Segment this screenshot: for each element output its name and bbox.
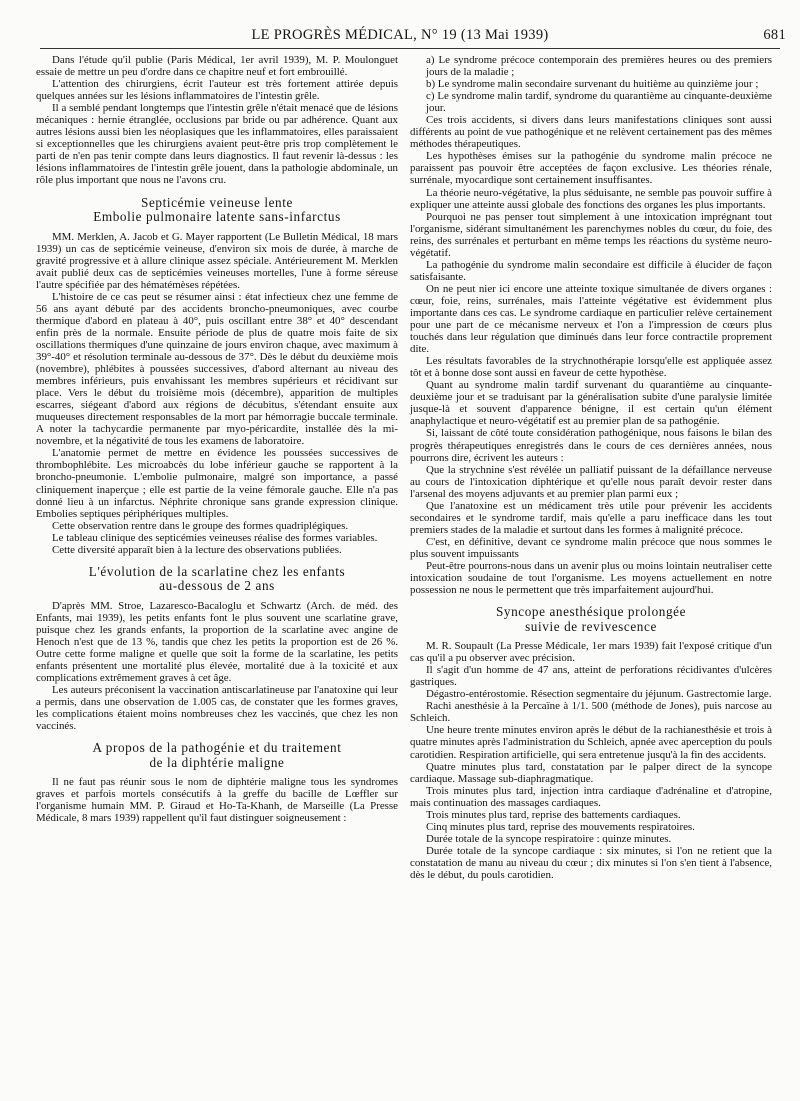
paragraph: Cinq minutes plus tard, reprise des mouvements respiratoires.	[426, 820, 695, 833]
paragraph: La théorie neuro-végétative, la plus séduisante, ne semble pas pouvoir suffire à expliquer une atteinte aussi globale des fonctions des organes les plus importants.	[410, 186, 772, 211]
paragraph: L'histoire de ce cas peut se résumer ainsi : état infectieux chez une femme de 56 ans ayant débuté par des accidents broncho-pneumoniques, avec courbe thermique d'abord en plateau à 40°, puis oscillant entre 38° et 40° descendant enfin près de la normale. Ensuite période de plus de quatre mois faite de six oscillations thermiques d'une quinzaine de jours environ chaque, avec maximum à 39°-40° et résolution terminale au-dessous de 37°. Dès le début du deuxième mois (novembre), phlébites à poussées successives, d'abord alternant au niveau des membres inférieurs, puis envahissant les membres supérieurs et récidivant sur place. Vers le début du troisième mois (décembre), apparition de multiples escarres, siégeant d'abord aux régions de décubitus, s'étendant ensuite aux muqueuses directement responsables de la mort par hémorragie buccale terminale. A noter la tachycardie permanente par myo-péricardite, installée dès la mi-novembre, et la négativité de tous les examens de laboratoire.	[36, 290, 398, 448]
list-item: c) Le syndrome malin tardif, syndrome du quarantième au cinquante-deuxième jour.	[426, 90, 772, 115]
running-head	[14, 22, 786, 44]
section-heading	[36, 565, 398, 594]
paragraph: Les résultats favorables de la strychnothérapie lorsqu'elle est appliquée assez tôt et à bonne dose sont aussi en faveur de cette hypothèse.	[410, 355, 772, 380]
section-heading	[36, 741, 398, 770]
paragraph: M. R. Soupault (La Presse Médicale, 1er mars 1939) fait l'exposé critique d'un cas qu'il a pu observer avec précision.	[410, 640, 772, 665]
paragraph: Il a semblé pendant longtemps que l'intestin grêle n'était menacé que de lésions mécaniques : hernie étranglée, occlusions par bride ou par adhérence. Quant aux autres lésions aussi bien les néoplasiques que les inflammatoires, elles paraissaient si exceptionnelles que les chirurgiens avaient peut-être pris trop complètement le parti de n'en pas tenir compte dans leurs diagnostics. Il faut revenir là-dessus : les lésions inflammatoires de l'intestin grêle jouent, dans la pathologie abdominale, un rôle plus important que nous ne l'avons cru.	[36, 102, 398, 187]
paragraph: Durée totale de la syncope respiratoire : quinze minutes.	[426, 832, 672, 845]
paragraph: Quant au syndrome malin tardif survenant du quarantième au cinquante-deuxième jour et se traduisant par la généralisation subite d'une paralysie limitée jusque-là et souvent d'apparence bénigne, il est certain qu'un élément anaphylactique et neuro-végétatif est au premier plan de sa pathogénie.	[410, 379, 772, 428]
paragraph: Le tableau clinique des septicémies veineuses réalise des formes variables.	[52, 531, 378, 544]
paragraph: Les auteurs préconisent la vaccination antiscarlatineuse par l'anatoxine qui leur a permis, dans une observation de 1.005 cas, de constater que les formes graves, les complications étaient moins nombreuses chez les vaccinés, que chez les non vaccinés.	[36, 684, 398, 733]
paragraph: Il ne faut pas réunir sous le nom de diphtérie maligne tous les syndromes graves et parfois mortels consécutifs à la greffe du bacille de Lœffler sur l'organisme humain MM. P. Giraud et Ho-Ta-Khanh, de Marseille (La Presse Médicale, 8 mars 1939) rappellent qu'il faut distinguer soigneusement :	[36, 776, 398, 825]
paragraph: Les hypothèses émises sur la pathogénie du syndrome malin précoce ne paraissent pas pouvoir être acceptées de façon exclusive. Les théories rénale, surrénale, myocardique sont certainement insuffisantes.	[410, 150, 772, 187]
paragraph: Durée totale de la syncope cardiaque : six minutes, si l'on ne retient que la constatation de manu au niveau du cœur ; dix minutes si l'on s'en tient à l'absence, dès le début, du pouls carotidien.	[410, 844, 772, 881]
section-title: Syncope anesthésique prolongée	[495, 604, 687, 620]
paragraph: Pourquoi ne pas penser tout simplement à une intoxication imprégnant tout l'organisme, sidérant simultanément les parenchymes nobles du cœur, du foie, des reins, des surrénales et perturbant en même temps les réactions du système neuro-végétatif.	[410, 210, 772, 259]
paragraph: Quatre minutes plus tard, constatation par le palper direct de la syncope cardiaque. Massage sub-diaphragmatique.	[410, 760, 772, 785]
right-column	[410, 54, 772, 881]
paragraph: Dégastro-entérostomie. Résection segmentaire du jéjunum. Gastrectomie large.	[426, 688, 772, 701]
paragraph: Trois minutes plus tard, reprise des battements cardiaques.	[426, 808, 681, 821]
section-subtitle: de la diphtérie maligne	[149, 754, 285, 770]
paragraph: D'après MM. Stroe, Lazaresco-Bacaloglu et Schwartz (Arch. de méd. des Enfants, mai 1939), les petits enfants font le plus souvent une scarlatine grave, puisque chez les grands enfants, la proportion de la scarlatine avec angine de Henoch n'est que de 13 %, tandis que chez les petits la proportion est de 26 %. Outre cette forme maligne et quelle que soit la forme de la scarlatine, les petits enfants présentent une mortalité plus élevée, mortalité due à la toxicité et aux complications extrêmement graves à cet âge.	[36, 599, 398, 685]
section-subtitle: au-dessous de 2 ans	[159, 578, 275, 594]
section-title: L'évolution de la scarlatine chez les enfants	[88, 563, 346, 579]
paragraph: Que l'anatoxine est un médicament très utile pour prévenir les accidents secondaires et le syndrome tardif, mais qu'elle a paru inefficace dans les tout premiers stades de la maladie et surtout dans les formes à malignité précoce.	[410, 499, 772, 536]
list-item: a) Le syndrome précoce contemporain des premières heures ou des premiers jours de la maladie ;	[426, 54, 772, 79]
paragraph: Cette observation rentre dans le groupe des formes quadriplégiques.	[52, 519, 349, 532]
list-item: b) Le syndrome malin secondaire survenant du huitième au quinzième jour ;	[426, 78, 759, 91]
page-number: 681	[763, 27, 786, 43]
paragraph: Une heure trente minutes environ après le début de la rachianesthésie et trois à quatre minutes après l'administration du Schleich, apnée avec aperception du pouls carotidien. Respiration artificielle, qui sera entretenue jusqu'à la fin des accidents.	[410, 724, 772, 761]
paragraph: L'attention des chirurgiens, écrit l'auteur est très fortement attirée depuis quelques années sur les lésions inflammatoires de l'intestin grêle.	[36, 78, 398, 103]
paragraph: Ces trois accidents, si divers dans leurs manifestations cliniques sont aussi différents au point de vue pathogénique et ne relèvent certainement pas des mêmes méthodes thérapeutiques.	[410, 114, 772, 151]
paragraph: Que la strychnine s'est révélée un palliatif puissant de la défaillance nerveuse au cours de l'intoxication diphtérique et qu'elle nous paraît devoir rester dans l'arsenal des moyens adjuvants et au premier plan parmi eux ;	[410, 463, 772, 500]
paragraph: Trois minutes plus tard, injection intra cardiaque d'adrénaline et d'atropine, mais continuation des massages cardiaques.	[410, 784, 772, 809]
paragraph: Peut-être pourrons-nous dans un avenir plus ou moins lointain neutraliser cette intoxication soudaine de tout l'organisme. Les moyens actuellement en notre possession ne nous le permettent que très imparfaitement aujourd'hui.	[410, 559, 772, 597]
paragraph: Rachi anesthésie à la Percaïne à 1/1. 500 (méthode de Jones), puis narcose au Schleich.	[410, 700, 772, 725]
paragraph: Si, laissant de côté toute considération pathogénique, nous faisons le bilan des progrès thérapeutiques enregistrés dans le cours de ces dernières années, nous pourrons dire, écrivent les auteurs :	[410, 427, 772, 464]
paragraph: Il s'agit d'un homme de 47 ans, atteint de perforations récidivantes d'ulcères gastriques.	[410, 664, 772, 689]
section-title: A propos de la pathogénie et du traitement	[92, 740, 342, 756]
paragraph: L'anatomie permet de mettre en évidence les poussées successives de thrombophlébite. Les microabcès du lobe inférieur gauche se rapportent à la broncho-pneumonie. L'embolie pulmonaire, malgré son importance, a passé cliniquement inaperçue ; elle est partie de la veine fémorale gauche. Elle n'a pas donné lieu à un infarctus. Néphrite chronique sans grande expression clinique. Embolies septiques périphériques multiples.	[36, 447, 398, 520]
paragraph: C'est, en définitive, devant ce syndrome malin précoce que nous sommes le plus souvent impuissants	[410, 535, 772, 560]
section-subtitle: Embolie pulmonaire latente sans-infarctus	[93, 209, 341, 225]
paragraph: Dans l'étude qu'il publie (Paris Médical, 1er avril 1939), M. P. Moulonguet essaie de mettre un peu d'ordre dans ce chapitre neuf et fort embrouillé.	[36, 54, 398, 79]
section-title: Septicémie veineuse lente	[141, 194, 293, 210]
paragraph: Cette diversité apparaît bien à la lecture des observations publiées.	[52, 543, 342, 556]
section-subtitle: suivie de revivescence	[525, 618, 657, 634]
header-rule	[40, 48, 780, 49]
section-heading	[410, 605, 772, 634]
paragraph: MM. Merklen, A. Jacob et G. Mayer rapportent (Le Bulletin Médical, 18 mars 1939) un cas de septicémie veineuse, d'environ six mois de durée, à marche de gravité progressive et à allure clinique assez spéciale. Antérieurement M. Merklen avait publié deux cas de septicémies veineuses mortelles, l'une à forme séreuse l'autre spécifiée par des hématémèses répétées.	[36, 230, 398, 291]
left-column	[36, 54, 398, 824]
section-heading	[36, 196, 398, 225]
journal-title: LE PROGRÈS MÉDICAL, N° 19 (13 Mai 1939)	[251, 27, 549, 43]
paragraph: On ne peut nier ici encore une atteinte toxique simultanée de divers organes : cœur, foie, reins, surrénales, mais l'atteinte végétative est évidemment plus importante dans ces cas. Le syndrome cardiaque en particulier relève certainement pour une part de ce mécanisme nerveux et l'on a l'impression de cœurs plus touchés dans leur régulation que diminués dans leur force contractile proprement dite.	[410, 282, 772, 356]
paragraph: La pathogénie du syndrome malin secondaire est difficile à élucider de façon satisfaisante.	[410, 258, 772, 283]
